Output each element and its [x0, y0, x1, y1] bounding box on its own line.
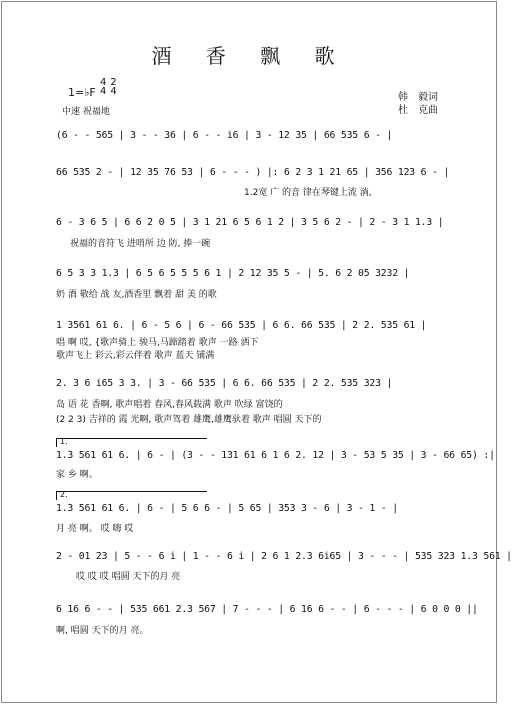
- lyric-line: 家 乡 啊。: [56, 470, 98, 480]
- lyric-line: 唱 啊 哎, {歌声骑上 骏马,马蹄踏着 歌声 一路 洒下: [56, 338, 259, 348]
- tempo-marking: 中速 祝福地: [62, 107, 110, 117]
- lyric-line: 祝福的音符飞 进哨所 边 防, 捧一碗: [70, 239, 211, 249]
- meter-bottom-1: 4: [100, 86, 107, 97]
- notation-line: 2 - 01 23 | 5 - - 6 i | 1 - - 6 i | 2 6 1 2.3 6i65 | 3 - - - | 535 323 1.3 561 |: [56, 551, 512, 562]
- volta-bracket: 2.: [56, 491, 207, 500]
- meter-top-1: 4: [100, 77, 107, 88]
- notation-line: 1.3 561 61 6. | 6 - | 5 6 6 - | 5 65 | 353 3 - 6 | 3 - 1 - |: [56, 503, 398, 514]
- lyric-line: 啊, 唱圆 天下的月 亮。: [56, 626, 149, 636]
- notation-line: (6 - - 565 | 3 - - 36 | 6 - - i6 | 3 - 12 35 | 66 535 6 - |: [56, 130, 393, 141]
- notation-line: 1.3 561 61 6. | 6 - | (3 - - 131 61 6 1 6 2. 12 | 3 - 53 5 35 | 3 - 66 65) :|: [56, 450, 495, 461]
- staff-row-6: [56, 378, 448, 425]
- staff-row-7: [56, 437, 495, 480]
- staff-row-4: [56, 268, 448, 298]
- staff-row-9: [56, 551, 512, 582]
- staff-row-2: [56, 167, 448, 197]
- lyric-line: 月 亮 啊。 哎 嗨 哎: [56, 524, 134, 534]
- lyric-line: (2 2 3) 吉祥的 霞 光啊, 歌声驾着 雄鹰,雄鹰驮着 歌声 唱圆 天下的: [56, 415, 322, 425]
- lyricist-credit: 韩 毅词: [398, 92, 438, 103]
- time-signature: [100, 78, 117, 96]
- meter-top-2: 2: [110, 77, 117, 88]
- lyric-line: 岛 语 花 香啊, 歌声唱着 春风,春风载满 歌声 吹绿 富饶的: [56, 400, 283, 410]
- song-title: 酒 香 飘 歌: [151, 44, 349, 68]
- staff-row-3: [56, 217, 448, 247]
- lyric-line: 哎 哎 哎 唱圆 天下的月 亮: [76, 572, 181, 582]
- key-signature: 1=♭F: [68, 86, 96, 99]
- lyric-line: 歌声飞上 彩云,彩云伴着 歌声 蓝天 铺满: [56, 351, 215, 361]
- notation-line: 2. 3 6 i65 3 3. | 3 - 66 535 | 6 6. 66 535 | 2 2. 535 323 |: [56, 378, 393, 389]
- staff-row-10: [56, 604, 478, 636]
- notation-line: 6 - 3 6 5 | 6 6 2 0 5 | 3 1 21 6 5 6 1 2 | 3 5 6 2 - | 2 - 3 1 1.3 |: [56, 217, 444, 228]
- staff-row-5: [56, 320, 448, 361]
- notation-line: 6 16 6 - - | 535 661 2.3 567 | 7 - - - | 6 16 6 - - | 6 - - - | 6 0 0 0 ||: [56, 604, 478, 615]
- staff-row-1: [56, 130, 448, 160]
- notation-line: 66 535 2 - | 12 35 76 53 | 6 - - - ) |: 6 2 3 1 21 65 | 356 123 6 - |: [56, 167, 450, 178]
- staff-row-8: [56, 490, 448, 534]
- lyric-line: 1.2宽 广 的音 律在琴键上流 淌,: [244, 188, 372, 198]
- composer-credit: 杜 克曲: [398, 105, 438, 116]
- notation-line: 6 5 3 3 1.3 | 6 5 6 5 5 5 6 1 | 2 12 35 5 - | 5. 6 2 05 3232 |: [56, 268, 410, 279]
- volta-bracket: 1.: [56, 438, 207, 447]
- lyric-line: 奶 酒 敬给 战 友,酒香里 飘着 甜 美 的歌: [56, 290, 217, 300]
- meter-bottom-2: 4: [110, 86, 117, 97]
- notation-line: 1 3561 61 6. | 6 - 5 6 | 6 - 66 535 | 6 6. 66 535 | 2 2. 535 61 |: [56, 320, 427, 331]
